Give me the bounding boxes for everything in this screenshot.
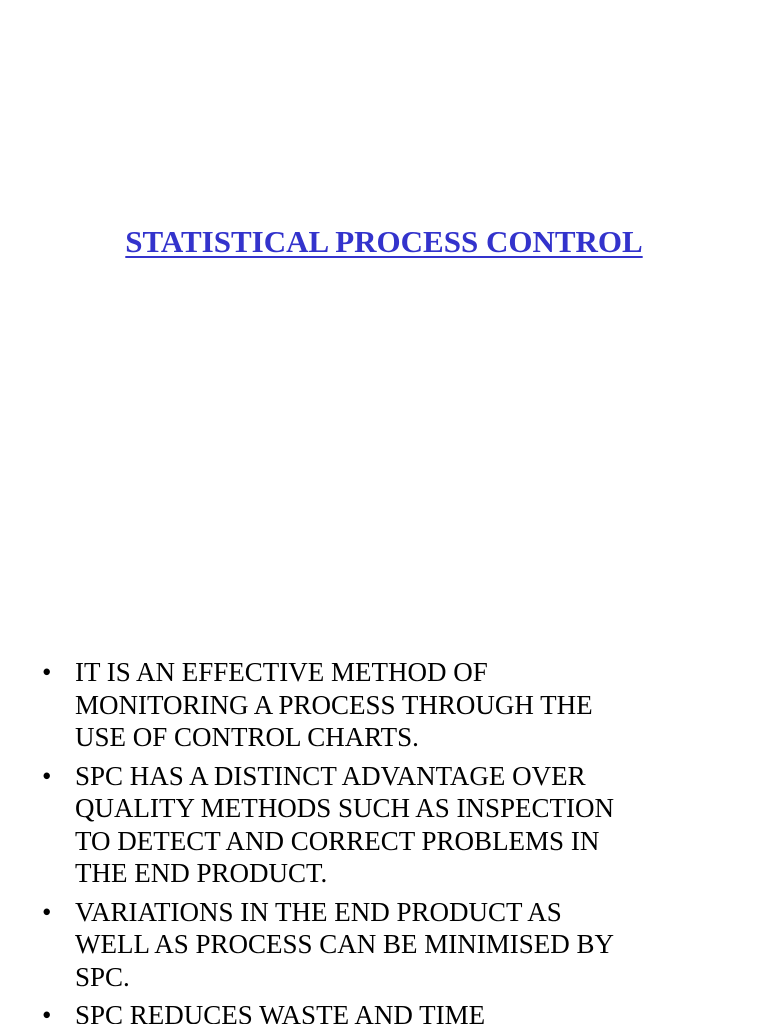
slide-title: STATISTICAL PROCESS CONTROL bbox=[125, 224, 643, 259]
bullet-list bbox=[0, 656, 768, 1024]
bullet-dot-icon: • bbox=[42, 896, 52, 927]
bullet-item bbox=[0, 760, 768, 890]
bullet-text: VARIATIONS IN THE END PRODUCT AS WELL AS PROCESS CAN BE MINIMISED BY SPC. bbox=[75, 896, 615, 992]
bullet-dot-icon: • bbox=[42, 1000, 52, 1024]
bullet-dot-icon: • bbox=[42, 657, 52, 687]
bullet-text: SPC HAS A DISTINCT ADVANTAGE OVER QUALITY METHODS SUCH AS INSPECTION TO DETECT AND CORRECT PROBLEMS IN THE END PRODUCT. bbox=[75, 760, 615, 888]
bullet-dot-icon: • bbox=[42, 760, 52, 791]
bullet-item bbox=[0, 896, 768, 994]
bullet-item bbox=[0, 999, 768, 1024]
bullet-item bbox=[0, 656, 768, 754]
bullet-text: SPC REDUCES WASTE AND TIME bbox=[75, 1000, 486, 1024]
bullet-text: IT IS AN EFFECTIVE METHOD OF MONITORING A PROCESS THROUGH THE USE OF CONTROL CHARTS. bbox=[75, 657, 593, 752]
